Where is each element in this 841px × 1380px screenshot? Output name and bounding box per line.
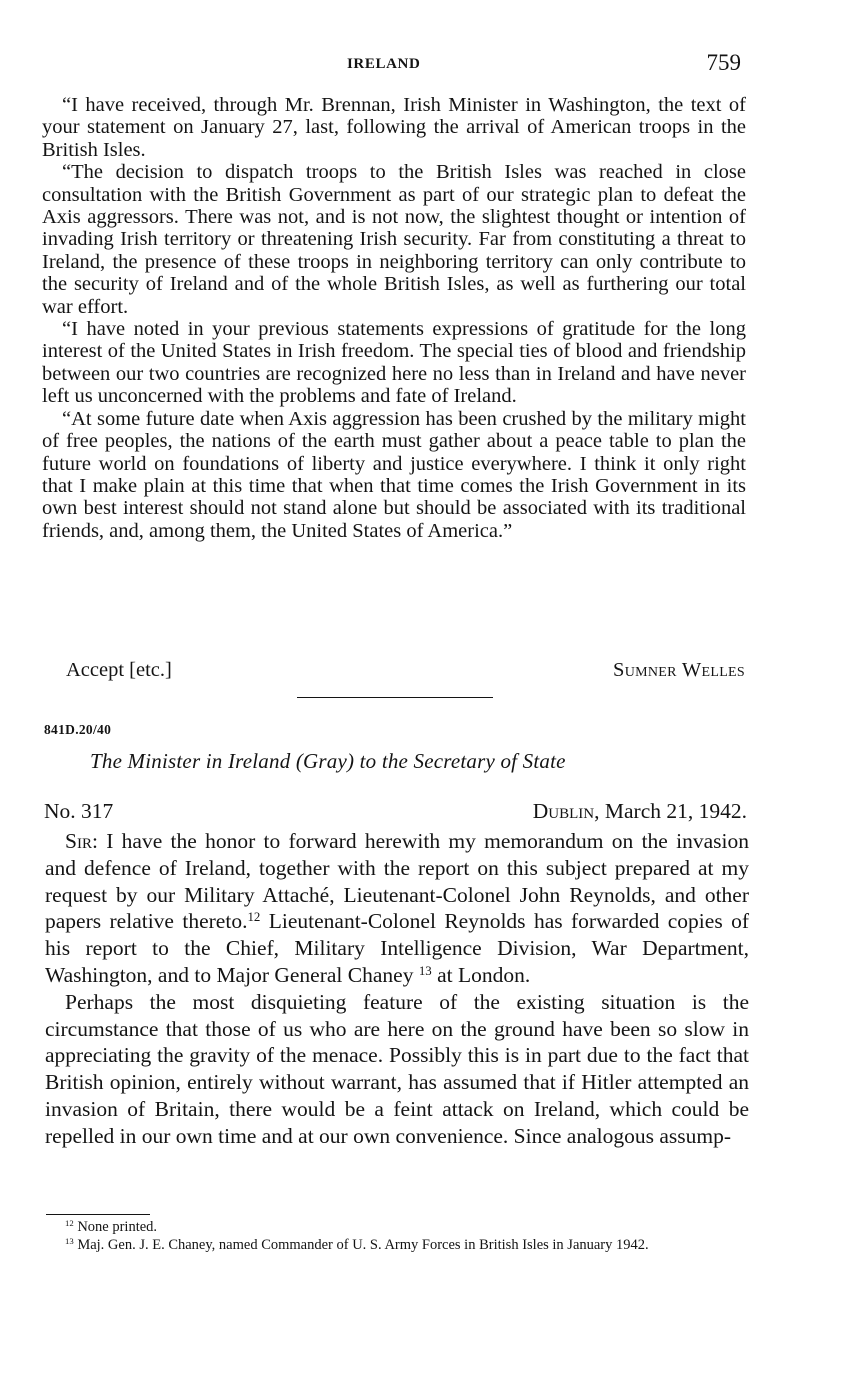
document-number: No. 317	[44, 799, 114, 823]
quote-paragraph: “The decision to dispatch troops to the British Isles was reached in close consultation with the British Government as part of our strategic plan to defeat the Axis aggressors. There was not, and is not now, the slightest thought or intention of invading Irish territory or threatening Irish security. Far from constituting a threat to Ireland, the presence of these troops in neighboring territory can only contribute to the security of Ireland and of the whole British Isles, as well as furthering our total war effort.	[42, 161, 746, 318]
footnote-rule	[46, 1214, 150, 1215]
running-head: IRELAND	[347, 56, 421, 72]
footnote-mark: 12	[65, 1218, 74, 1229]
quote-paragraph: “At some future date when Axis aggression has been crushed by the military might of free peoples, the nations of the earth must gather about a peace table to plan the future world on foundations of liberty and justice everywhere. I think it only right that I make plain at this time that when that time comes the Irish Government in its own best interest should not stand alone but should be associated with its traditional friends, and, among them, the United States of America.”	[42, 407, 746, 542]
footnote-text: None printed.	[73, 1219, 158, 1235]
document-heading: The Minister in Ireland (Gray) to the Secretary of State	[90, 749, 566, 773]
dateline	[533, 799, 747, 824]
quote-paragraph: “I have noted in your previous statements expressions of gratitude for the long interest of the United States in Irish freedom. The special ties of blood and friendship between our two countries are recognized here no less than in Ireland and have never left us unconcerned with the problems and fate of Ireland.	[42, 318, 746, 408]
footnote-reference: 13	[418, 963, 432, 978]
body-paragraph	[45, 828, 749, 989]
footnote-reference: 12	[247, 910, 261, 925]
closing-accept: Accept [etc.]	[66, 659, 172, 681]
letter-body	[45, 828, 749, 1150]
footnote-text: Maj. Gen. J. E. Chaney, named Commander of U. S. Army Forces in British Isles in January 1942.	[73, 1236, 649, 1253]
footnote-mark: 13	[65, 1235, 74, 1246]
footnotes	[47, 1219, 751, 1254]
body-paragraph: Perhaps the most disquieting feature of the existing situation is the circumstance that those of us who are here on the ground have been so slow in appreciating the gravity of the menace. Possibly this is in part due to the fact that British opinion, entirely without warrant, has assumed that if Hitler attempted an invasion of Britain, there would be a feint attack on Ireland, which could be repelled in our own time and at our own convenience. Since analogous assump-	[45, 989, 749, 1148]
footnote	[47, 1219, 751, 1237]
quoted-statement	[42, 94, 746, 542]
body-text: at London.	[431, 962, 531, 987]
quote-paragraph: “I have received, through Mr. Brennan, Irish Minister in Washington, the text of your statement on January 27, last, following the arrival of American troops in the British Isles.	[42, 94, 746, 161]
salutation: Sir	[65, 829, 92, 853]
body-text: : I have the honor to forward herewith my memorandum on the invasion and defence of Ireland, together with the report on this subject prepared at my request by our Military Attaché, Lieutenant-Colonel John Reynolds, and other papers relative thereto.	[45, 829, 749, 934]
body-text: Lieutenant-Colonel Reynolds has forwarded copies of his report to the Chief, Military Intelligence Division, War Department, Washington, and to Major General Chaney	[45, 909, 749, 987]
footnote	[47, 1237, 751, 1255]
dateline-date: , March 21, 1942.	[594, 799, 747, 823]
dateline-place: Dublin	[532, 799, 595, 823]
signature-name: Sumner Welles	[613, 659, 745, 681]
page-number: 759	[706, 50, 741, 75]
section-divider	[297, 697, 493, 698]
file-number: 841D.20/40	[44, 722, 112, 737]
